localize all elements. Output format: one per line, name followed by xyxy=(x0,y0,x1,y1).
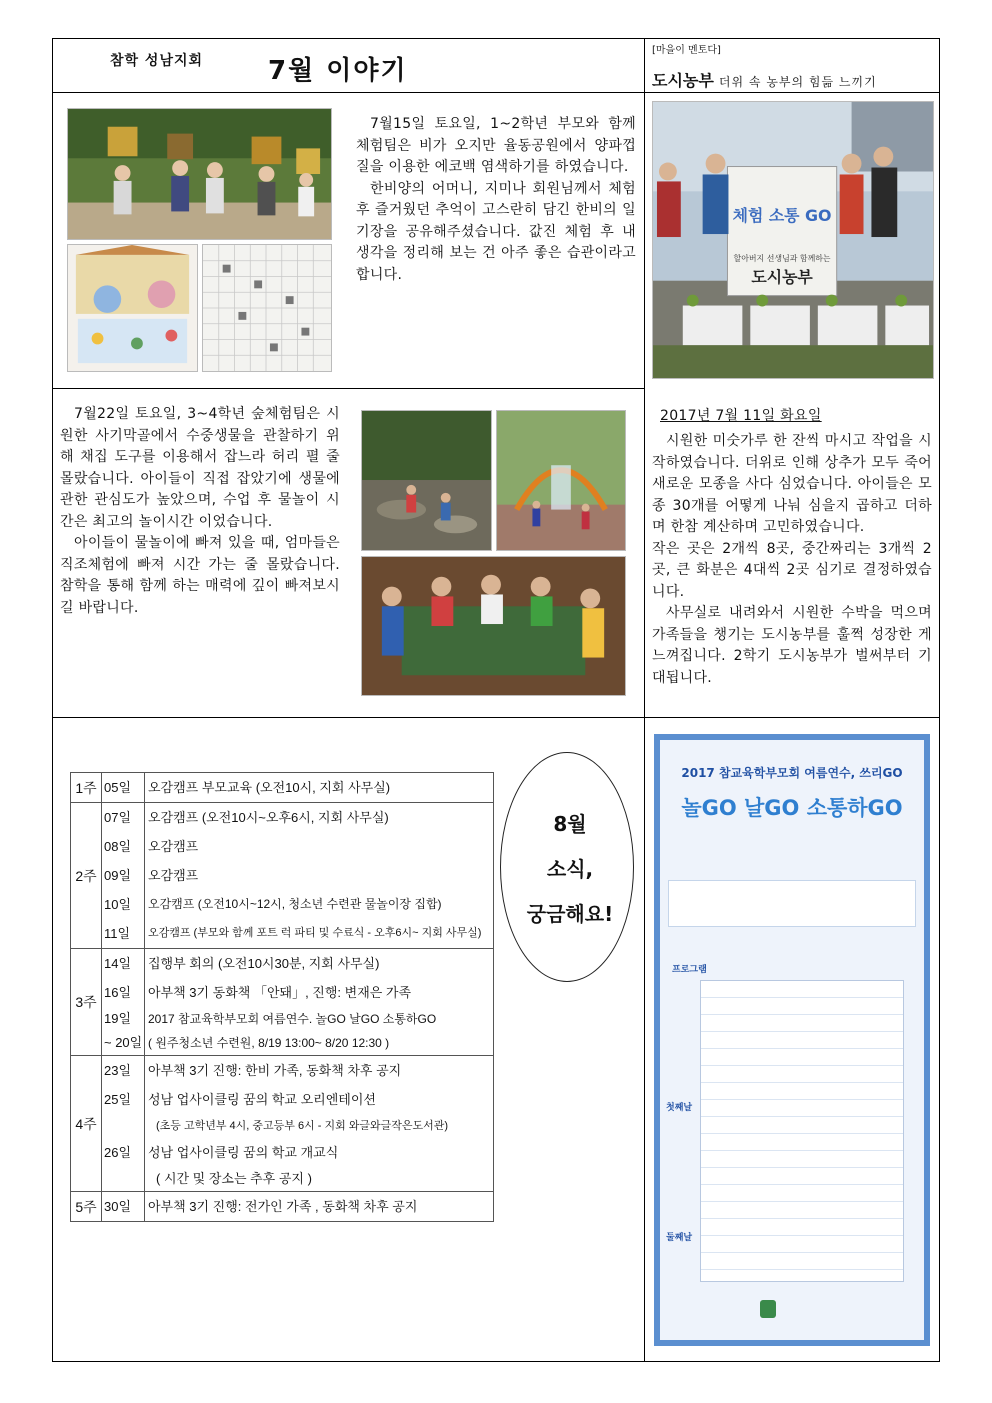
day: 05일 xyxy=(104,780,132,795)
event: 성남 업사이클링 꿈의 학교 개교식 xyxy=(148,1145,339,1160)
august-schedule-table xyxy=(70,772,494,1222)
stream-photo xyxy=(361,410,492,551)
day: 25일 xyxy=(104,1092,132,1107)
mentor-tag: [마을이 멘토다] xyxy=(652,45,721,56)
poster-heading: 2017 참교육학부모회 여름연수, 쓰리GO xyxy=(681,766,903,780)
week-label: 2주 xyxy=(71,803,102,949)
bubble-line-1: 8월 xyxy=(553,812,587,836)
story2-paragraph-2: 아이들이 물놀이에 빠져 있을 때, 엄마들은 직조체험에 빠져 시간 가는 줄 몰랐습니다. 참학을 통해 함께 하는 매력에 깊이 빠져보시길 바랍니다. xyxy=(60,535,340,616)
farm-diary-paragraph-3: 사무실로 내려와서 시원한 수박을 먹으며 가족들을 챙기는 도시농부를 훌쩍 성장한 게 느껴집니다. 2학기 도시농부가 벌써부터 기대됩니다. xyxy=(652,605,932,686)
day: 23일 xyxy=(104,1063,132,1078)
poster-program-table xyxy=(700,980,904,1282)
table-row xyxy=(71,1056,494,1192)
day: 11일 xyxy=(104,926,131,941)
day: 07일 xyxy=(104,810,132,825)
event: 성남 업사이클링 꿈의 학교 오리엔테이션 xyxy=(148,1092,376,1107)
poster-logo-icon xyxy=(760,1300,776,1318)
bubble-line-2: 소식, xyxy=(546,857,594,881)
table-row xyxy=(71,773,494,803)
day: 16일 xyxy=(104,985,132,1000)
event-cell xyxy=(145,1192,494,1222)
poster-main-title: 놀GO 날GO 소통하GO xyxy=(681,796,903,820)
bubble-text xyxy=(520,802,620,937)
spacer xyxy=(104,1114,144,1138)
banner-top-text: 체험 소통 GO xyxy=(732,206,832,226)
week-label: 1주 xyxy=(71,773,102,803)
event: 아부책 3기 진행: 전가인 가족 , 동화책 차후 공지 xyxy=(148,1199,418,1214)
day: 19일 xyxy=(104,1011,132,1026)
table-row xyxy=(71,949,494,1056)
banner-sub-text: 할아버지 선생님과 함께하는 xyxy=(733,253,831,263)
farm-title: 도시농부 xyxy=(652,71,714,90)
story2-paragraph-1: 7월22일 토요일, 3~4학년 숲체험팀은 시원한 사기막골에서 수중생물을 관찰하기 위해 채집 도구를 이용해서 잡느라 허리 펼 줄 몰랐습니다. 아이들이 직접 잡았기에 생물에 관한 관심도가 높았으며, 수업 후 물놀이 시간은 최고의 놀이시간 이었습니다. xyxy=(60,406,340,530)
event: ( 시간 및 장소는 추후 공지 ) xyxy=(156,1171,312,1186)
poster-body xyxy=(660,740,924,1340)
event: 오감캠프 (부모와 함께 포트 럭 파티 및 수료식 - 오후6시~ 지회 사무실) xyxy=(148,927,482,939)
story2-text xyxy=(60,404,340,619)
poster-day2-label: 둘째날 xyxy=(666,1233,693,1243)
week-label: 3주 xyxy=(71,949,102,1056)
event: 오감캠프 (오전10시~12시, 청소년 수련관 물놀이장 집합) xyxy=(148,897,442,911)
day-cell xyxy=(102,803,145,949)
spacer xyxy=(104,1167,144,1191)
week-label: 4주 xyxy=(71,1056,102,1192)
day-cell xyxy=(102,949,145,1056)
poster-info-box xyxy=(668,880,916,927)
farm-diary-text xyxy=(652,431,932,689)
day-cell xyxy=(102,1192,145,1222)
story1-paragraph-2: 한비양의 어머니, 지미나 회원님께서 체험 후 즐거웠던 추억이 고스란히 담긴 한비의 일기장을 공유해주셨습니다. 값진 체험 후 내 생각을 정리해 보는 건 아주 좋은 습관이라고 합니다. xyxy=(356,180,636,283)
event: 아부책 3기 진행: 한비 가족, 동화책 차후 공지 xyxy=(148,1063,402,1078)
farm-diary-paragraph-1: 시원한 미숫가루 한 잔씩 마시고 작업을 시작하였습니다. 더위로 인해 상추가 모두 죽어 새로운 모종을 사다 심었습니다. 아이들은 모종 30개를 어떻게 나눠 심을지 곱하고 더하며 한참 계산하며 고민하였습니다. xyxy=(652,433,932,535)
poster-section-label: 프로그램 xyxy=(672,965,707,975)
weaving-photo xyxy=(361,556,626,696)
table-row xyxy=(71,1192,494,1222)
diary-drawing-photo xyxy=(67,244,198,372)
urban-farm-photo xyxy=(652,101,934,379)
event: 오감캠프 (오전10시~오후6시, 지회 사무실) xyxy=(148,810,389,825)
event-cell xyxy=(145,773,494,803)
event: 집행부 회의 (오전10시30분, 지회 사무실) xyxy=(148,956,380,971)
day: 09일 xyxy=(104,868,132,883)
farm-subtitle: 더위 속 농부의 힘듦 느끼기 xyxy=(718,75,877,89)
farm-heading xyxy=(652,68,877,91)
ecobag-photo xyxy=(67,108,332,240)
day: 10일 xyxy=(104,897,132,912)
event-cell xyxy=(145,803,494,949)
day: ~ 20일 xyxy=(104,1035,143,1050)
week-label: 5주 xyxy=(71,1192,102,1222)
row-divider-2 xyxy=(52,388,644,389)
event: 아부책 3기 동화책 「안돼」, 진행: 변재은 가족 xyxy=(148,985,412,1000)
day: 14일 xyxy=(104,956,132,971)
story1-text xyxy=(356,114,636,286)
event: (초등 고학년부 4시, 중고등부 6시 - 지회 와글와글작은도서관) xyxy=(156,1120,449,1132)
row-divider-1 xyxy=(52,92,940,93)
day: 30일 xyxy=(104,1199,132,1214)
day: 26일 xyxy=(104,1145,132,1160)
table-row xyxy=(71,803,494,949)
page-title: 7월 이야기 xyxy=(268,56,408,86)
banner-main-text: 도시농부 xyxy=(751,267,813,287)
farm-diary-date: 2017년 7월 11일 화요일 xyxy=(660,408,822,424)
bubble-line-3: 궁금해요! xyxy=(526,902,614,926)
farm-diary-paragraph-2: 작은 곳은 2개씩 8곳, 중간짜리는 3개씩 2곳, 큰 화분은 4대씩 2곳 심기로 결정하였습니다. xyxy=(652,540,932,600)
event-cell xyxy=(145,949,494,1056)
event: 오감캠프 부모교육 (오전10시, 지회 사무실) xyxy=(148,780,391,795)
water-park-photo xyxy=(496,410,626,551)
event: 2017 참교육학부모회 여름연수. 놀GO 날GO 소통하GO xyxy=(148,1012,437,1026)
diary-writing-photo xyxy=(202,244,332,372)
summer-training-poster xyxy=(654,734,930,1346)
row-divider-3 xyxy=(52,717,940,718)
event: 오감캠프 xyxy=(148,839,199,854)
day-cell xyxy=(102,773,145,803)
event-cell xyxy=(145,1056,494,1192)
day-cell xyxy=(102,1056,145,1192)
org-name: 참학 성남지회 xyxy=(110,53,204,69)
poster-day1-label: 첫째날 xyxy=(666,1103,693,1113)
event: 오감캠프 xyxy=(148,868,199,883)
story1-paragraph-1: 7월15일 토요일, 1~2학년 부모와 함께 체험팀은 비가 오지만 율동공원에서 양파껍질을 이용한 에코백 염색하기를 하였습니다. xyxy=(356,116,636,175)
event: ( 원주청소년 수련원, 8/19 13:00~ 8/20 12:30 ) xyxy=(148,1036,390,1050)
day: 08일 xyxy=(104,839,132,854)
column-divider xyxy=(644,38,645,1362)
